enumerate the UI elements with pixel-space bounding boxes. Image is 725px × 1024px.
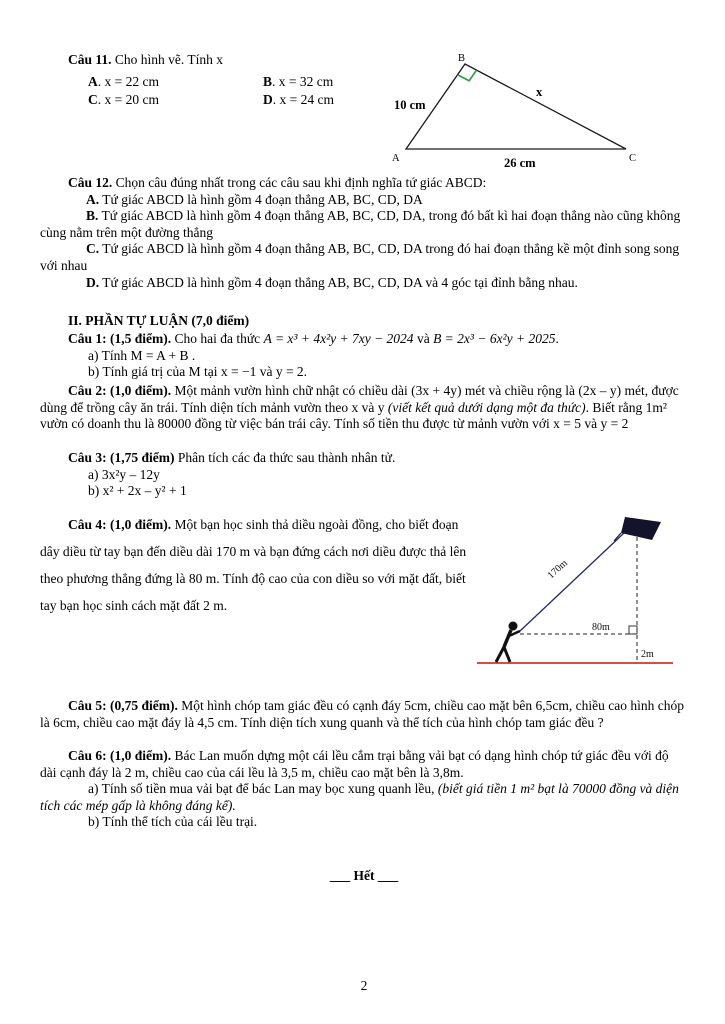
vertex-a-label: A bbox=[392, 153, 400, 164]
q11-option-b-text: . x = 32 cm bbox=[272, 73, 334, 89]
q2-italic-note: (viết kết quả dưới dạng một đa thức) bbox=[387, 399, 586, 415]
q12-option-b-label: B. bbox=[86, 208, 99, 224]
q4-paragraph bbox=[40, 511, 474, 619]
q12-option-a bbox=[40, 192, 688, 209]
question-2 bbox=[40, 383, 688, 433]
triangle-figure bbox=[388, 52, 673, 177]
q12-option-c-text: Tứ giác ABCD là hình gồm 4 đoạn thẳng AB, BC, CD, DA trong đó hai đoạn thẳng kề một đỉnh song song với nhau bbox=[40, 241, 680, 273]
section-2-title: II. PHẦN TỰ LUẬN (7,0 điểm) bbox=[68, 313, 250, 328]
q4-text: Một bạn học sinh thả diều ngoài đồng, cho biết đoạn dây diều từ tay bạn đến diều dài 170 m và bạn đứng cách nơi diều được thả lên theo phương thẳng đứng là 80 m. Tính độ cao của con diều so với mặt đất, biết tay bạn học sinh cách mặt đất 2 m. bbox=[40, 517, 467, 613]
q6-part-a-italic: (biết giá tiền 1 m² bạt là 70000 đồng và diện tích các mép gấp là không đáng kể). bbox=[40, 781, 679, 813]
q2-text-2: . Biết rằng 1m² vườn có doanh thu là 80000 đồng từ việc bán trái cây. Tính số tiền thu được từ mảnh vườn với x = 5 và y = 2 bbox=[40, 399, 667, 432]
string-length-label: 170m bbox=[545, 557, 570, 582]
q12-option-b bbox=[40, 208, 688, 241]
q12-option-a-label: A. bbox=[86, 191, 100, 207]
q11-option-d-label: D bbox=[263, 91, 273, 107]
q11-option-d-text: . x = 24 cm bbox=[272, 91, 334, 107]
question-3 bbox=[40, 450, 688, 500]
side-bc-label: x bbox=[536, 85, 543, 99]
q11-option-a bbox=[88, 73, 263, 91]
q12-option-d-label: D. bbox=[86, 274, 100, 290]
q12-label: Câu 12. bbox=[68, 175, 113, 190]
side-ac-label: 26 cm bbox=[504, 156, 536, 170]
q2-paragraph bbox=[40, 383, 688, 433]
q3-text: Phân tích các đa thức sau thành nhân tử. bbox=[174, 450, 396, 465]
q12-option-c-label: C. bbox=[86, 241, 100, 257]
q3-part-a: a) 3x²y – 12y bbox=[88, 466, 160, 482]
q1-intro: Cho hai đa thức bbox=[171, 331, 264, 346]
q1-label: Câu 1: (1,5 điểm). bbox=[68, 331, 172, 346]
q11-option-a-label: A bbox=[88, 73, 98, 89]
q11-option-c-label: C bbox=[88, 91, 98, 107]
end-marker bbox=[40, 868, 688, 885]
q6-part-a-text: a) Tính số tiền mua vải bạt để bác Lan may bọc xung quanh lều, bbox=[88, 781, 438, 797]
q2-label: Câu 2: (1,0 điểm). bbox=[68, 383, 172, 398]
q12-option-a-text: Tứ giác ABCD là hình gồm 4 đoạn thẳng AB, BC, CD, DA bbox=[99, 191, 423, 207]
person-body bbox=[504, 630, 511, 647]
q12-heading bbox=[40, 175, 688, 192]
q1-polynomial-b: B = 2x³ − 6x²y + 2025 bbox=[433, 331, 556, 346]
q6-part-a bbox=[40, 781, 688, 814]
q6-part-b: b) Tính thể tích của cái lều trại. bbox=[88, 814, 258, 830]
q11-label: Câu 11. bbox=[68, 52, 112, 67]
kite-string bbox=[520, 533, 624, 631]
q12-option-d bbox=[40, 275, 688, 292]
page-number bbox=[40, 978, 688, 995]
q3-heading bbox=[40, 450, 688, 467]
q12-text: Chọn câu đúng nhất trong các câu sau khi định nghĩa tứ giác ABCD: bbox=[112, 175, 487, 190]
q5-paragraph bbox=[40, 698, 688, 731]
section-2-heading bbox=[40, 313, 688, 330]
person-leg-left bbox=[496, 647, 504, 662]
person-leg-right bbox=[504, 647, 510, 662]
end-marker-text: ___ Hết ___ bbox=[329, 868, 399, 883]
question-11 bbox=[40, 52, 688, 184]
question-12 bbox=[40, 175, 688, 291]
q12-option-c bbox=[40, 241, 688, 274]
person-figure bbox=[496, 622, 520, 663]
q1-end: . bbox=[555, 331, 559, 346]
kite-figure bbox=[475, 515, 675, 683]
q3-part-b: b) x² + 2x – y² + 1 bbox=[88, 483, 187, 499]
q1-polynomial-a: A = x³ + 4x²y + 7xy − 2024 bbox=[263, 331, 414, 346]
triangle-shape bbox=[406, 64, 626, 149]
q5-label: Câu 5: (0,75 điểm). bbox=[68, 698, 178, 713]
q1-part-a: a) Tính M = A + B . bbox=[88, 347, 196, 363]
q5-text: Một hình chóp tam giác đều có cạnh đáy 5cm, chiều cao mặt bên 6,5cm, chiều cao hình chóp là 6cm, chiều cao mặt đáy là 4,5 cm. Tính diện tích xung quanh và thể tích của hình chóp tam giác đều ? bbox=[40, 698, 684, 730]
q11-option-a-text: . x = 22 cm bbox=[97, 73, 159, 89]
q1-mid: và bbox=[413, 331, 434, 346]
question-6 bbox=[40, 748, 688, 831]
q11-option-c-text: . x = 20 cm bbox=[97, 91, 159, 107]
q6-heading bbox=[40, 748, 688, 781]
side-ab-label: 10 cm bbox=[394, 98, 426, 112]
q3-label: Câu 3: (1,75 điểm) bbox=[68, 450, 175, 465]
kite-shape bbox=[621, 517, 661, 540]
vertex-b-label: B bbox=[458, 53, 466, 64]
q12-option-d-text: Tứ giác ABCD là hình gồm 4 đoạn thẳng AB, BC, CD, DA và 4 góc tại đỉnh bằng nhau. bbox=[99, 274, 578, 290]
question-5 bbox=[40, 698, 688, 731]
horizontal-distance-label: 80m bbox=[592, 622, 610, 633]
q6-label: Câu 6: (1,0 điểm). bbox=[68, 748, 172, 763]
page-number-text: 2 bbox=[360, 978, 368, 993]
q12-option-b-text: Tứ giác ABCD là hình gồm 4 đoạn thẳng AB, BC, CD, DA, trong đó bất kì hai đoạn thẳng nào cũng không cùng nằm trên một đường thẳng bbox=[40, 208, 681, 240]
q11-option-b-label: B bbox=[263, 73, 273, 89]
q1-part-b: b) Tính giá trị của M tại x = −1 và y = 2. bbox=[88, 364, 308, 380]
person-head bbox=[509, 622, 518, 631]
q4-label: Câu 4: (1,0 điểm). bbox=[68, 517, 172, 532]
q11-text: Cho hình vẽ. Tính x bbox=[111, 52, 224, 67]
q11-option-c bbox=[88, 91, 263, 109]
right-angle-mark bbox=[629, 626, 637, 634]
question-1 bbox=[40, 331, 688, 381]
vertex-c-label: C bbox=[629, 153, 637, 164]
q6-text: Bác Lan muốn dựng một cái lều cắm trại bằng vải bạt có dạng hình chóp tứ giác đều với độ dài cạnh đáy là 2 m, chiều cao của cái lều là 3,5 m, chiều cao mặt bên là 3,8m. bbox=[40, 748, 669, 780]
q1-heading bbox=[40, 331, 688, 348]
q2-text-1: Một mảnh vườn hình chữ nhật có chiều dài (3x + 4y) mét và chiều rộng là (2x – y) mét, được dùng để trồng cây ăn trái. Tính diện tích mảnh vườn theo x và y bbox=[40, 383, 679, 415]
question-4 bbox=[40, 511, 688, 693]
hand-height-label: 2m bbox=[641, 649, 654, 660]
